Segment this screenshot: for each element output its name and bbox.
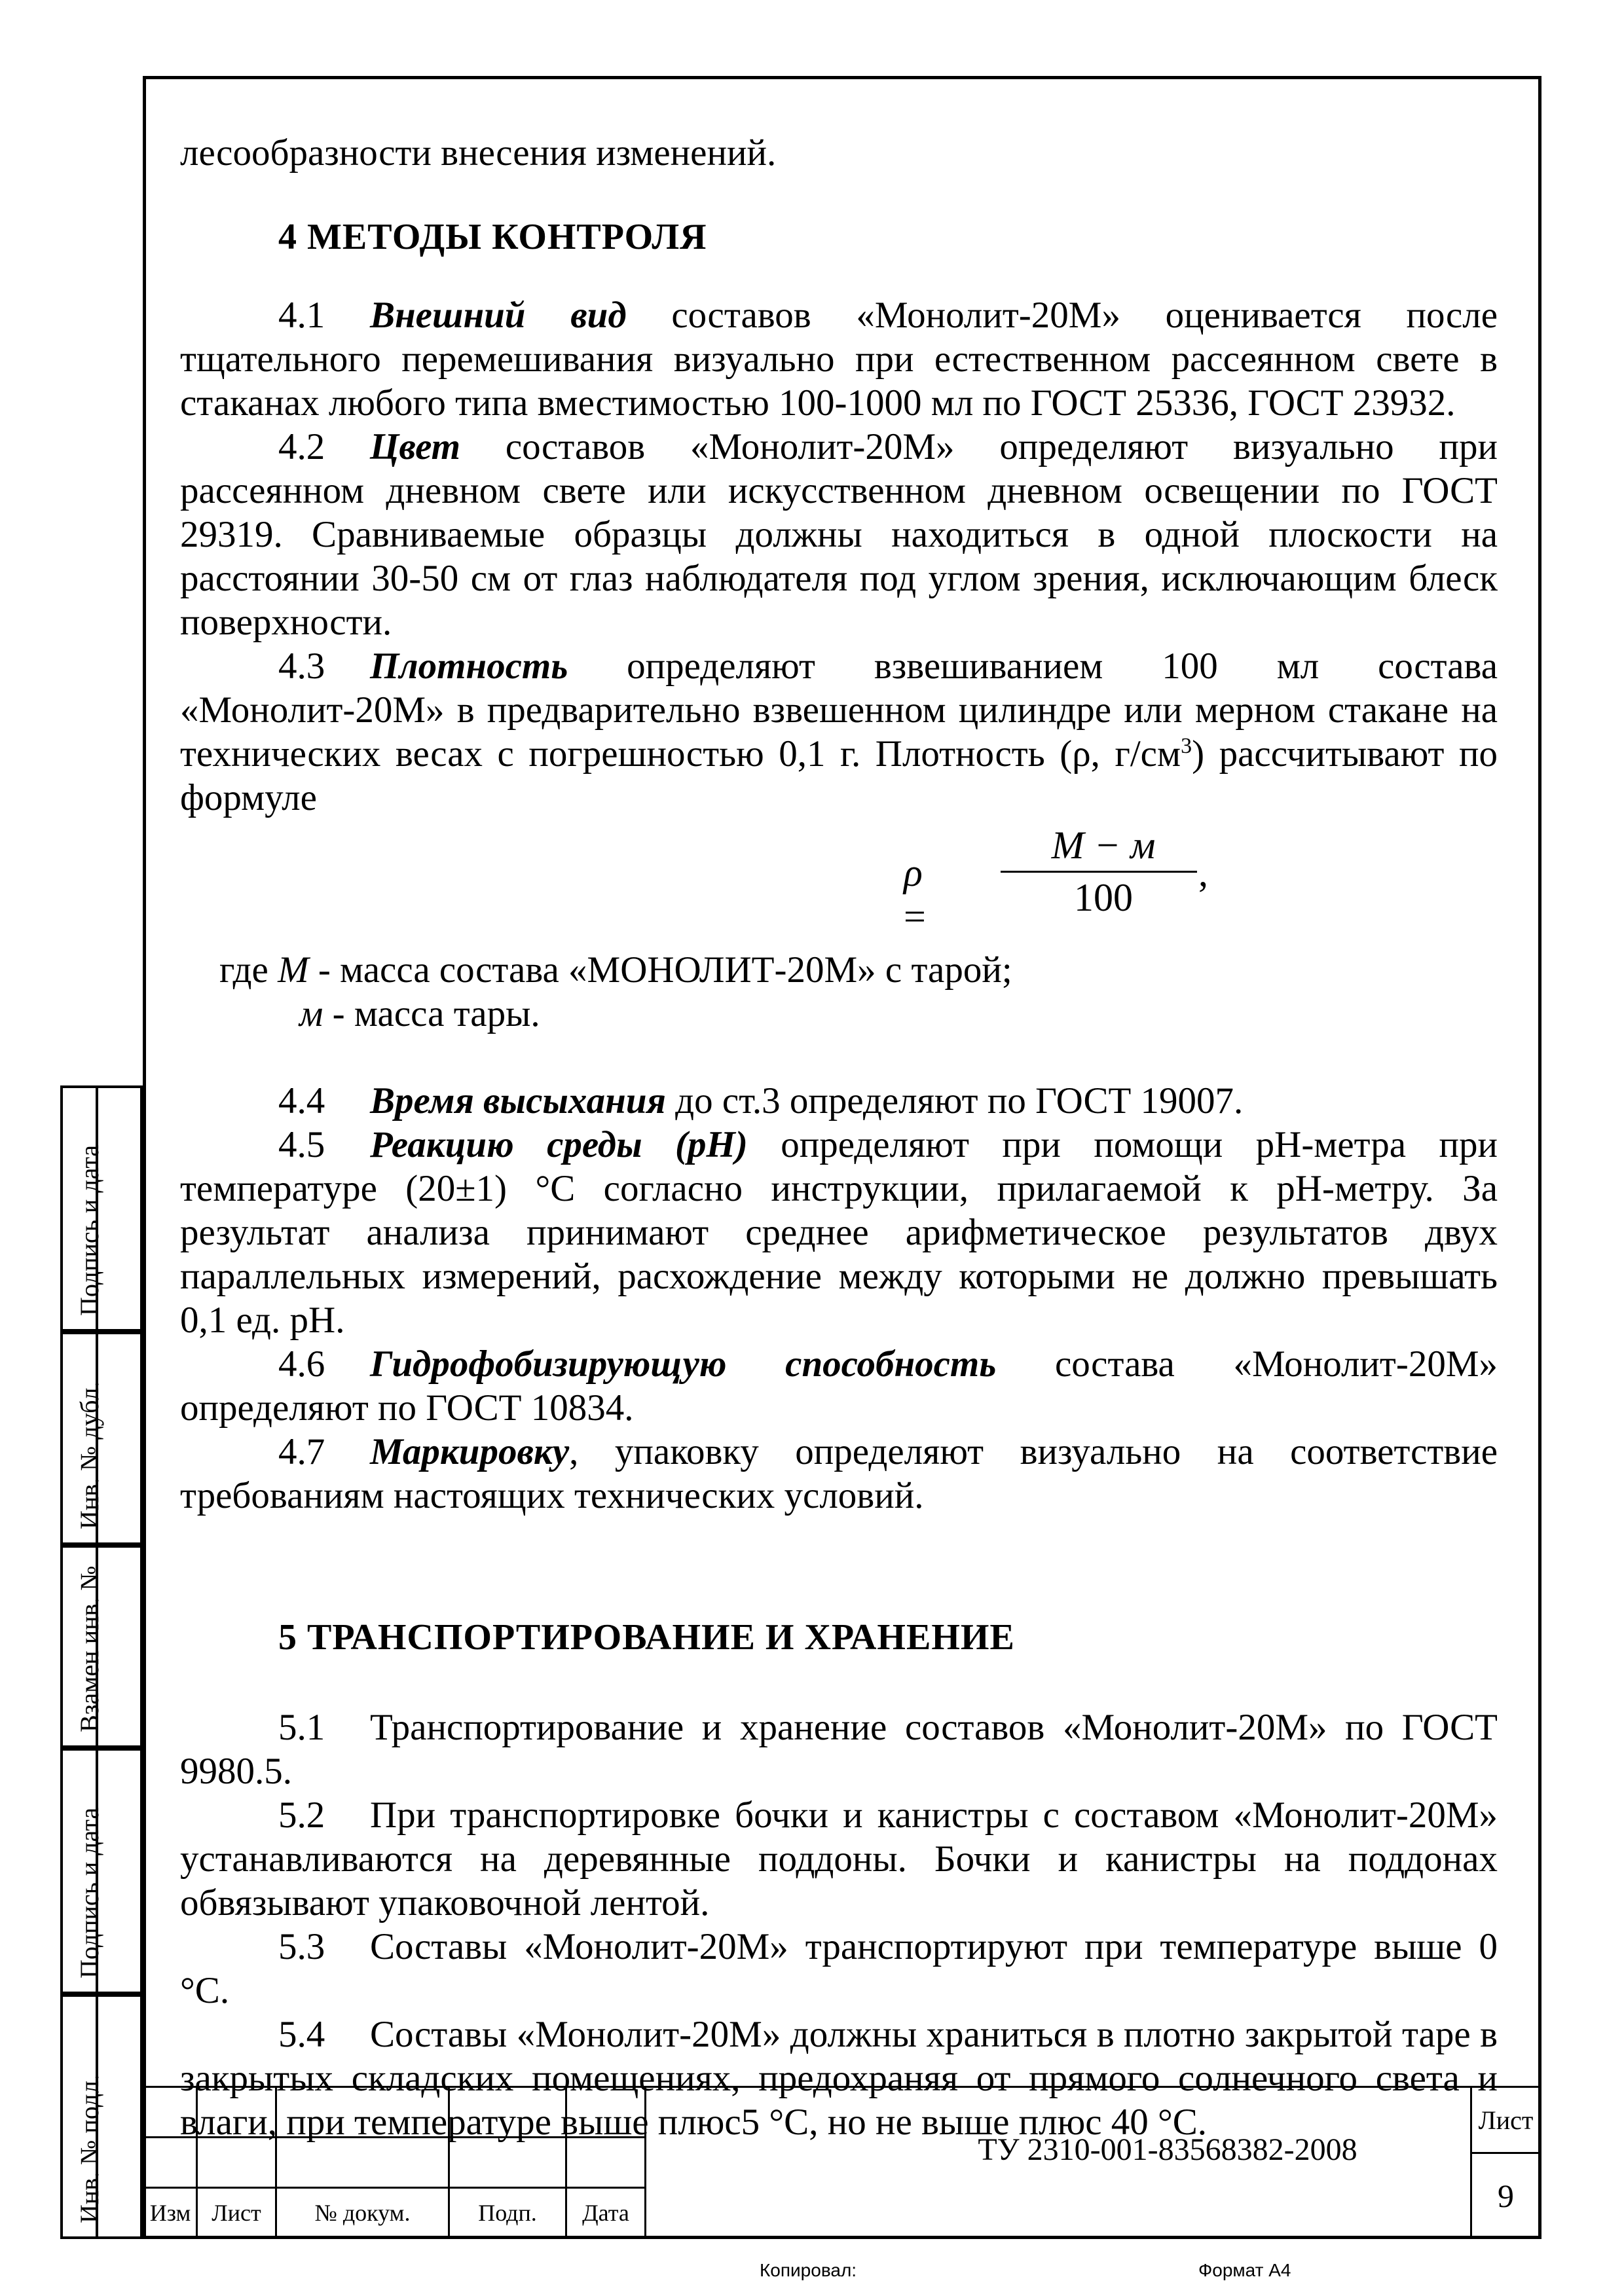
where-line-1: где М - масса состава «МОНОЛИТ-20М» с тарой;: [219, 949, 1012, 991]
continuation-text: лесообразности внесения изменений.: [180, 132, 777, 173]
side-box-signature-date-2: Подпись и дата: [60, 1748, 143, 1994]
col-date: Дата: [565, 2187, 646, 2239]
clause-4-4: 4.4 Время высыхания до ст.3 определяют по ГОСТ 19007.: [278, 1080, 1244, 1121]
col-sign: Подп.: [448, 2187, 567, 2239]
clause-5-4: 5.4 Составы «Монолит-20М» должны храниться в плотно закрытой таре в закрытых складских помещениях, предохраняя от прямого солнечного света и влаги, при температуре выше плюс5 °С, но не выше плюс 40 °С.: [180, 2014, 1498, 2143]
side-box-replace-inv: Взамен инв. №: [60, 1545, 143, 1748]
footer-format: Формат А4: [1198, 2260, 1291, 2280]
section-4-heading: 4 МЕТОДЫ КОНТРОЛЯ: [278, 217, 707, 257]
sheet-label: Лист: [1470, 2086, 1541, 2154]
clause-4-2: 4.2 Цвет составов «Монолит-20М» определяют визуально при рассеянном дневном свете или искусственном дневном освещении по ГОСТ 29319. Сравниваемые образцы должны находиться в одной плоскости на расстоянии 30-50 см от глаз наблюдателя под углом зрения, исключающим блеск поверхности.: [180, 426, 1498, 643]
col-list: Лист: [196, 2187, 277, 2239]
title-block: [143, 2086, 1541, 2239]
clause-5-2: 5.2 При транспортировке бочки и канистры с составом «Монолит-20М» устанавливаются на деревянные поддоны. Бочки и канистры на поддонах обвязывают упаковочной лентой.: [180, 1795, 1498, 1923]
where-line-2: м - масса тары.: [299, 993, 540, 1034]
density-formula: [180, 824, 1498, 938]
footer-copied: Копировал:: [760, 2260, 857, 2280]
clause-5-1: 5.1 Транспортирование и хранение составов «Монолит-20М» по ГОСТ 9980.5.: [180, 1707, 1498, 1792]
clause-4-1: 4.1 Внешний вид составов «Монолит-20М» оценивается после тщательного перемешивания визуально при естественном рассеянном свете в стаканах любого типа вместимостью 100-1000 мл по ГОСТ 25336, ГОСТ 23932.: [180, 295, 1498, 424]
col-izm: Изм: [143, 2187, 198, 2239]
formula-comma: ,: [1198, 851, 1208, 894]
col-doc-num: № докум.: [275, 2187, 450, 2239]
side-box-inv-orig: Инв. № подл.: [60, 1994, 143, 2239]
clause-5-3: 5.3 Составы «Монолит-20М» транспортируют при температуре выше 0 °С.: [180, 1926, 1498, 2011]
formula-numerator: М − м: [1051, 824, 1156, 867]
document-body: [180, 105, 1498, 2144]
clause-4-3: 4.3 Плотность определяют взвешиванием 100 мл состава «Монолит-20М» в предварительно взвешенном цилиндре или мерном стакане на технических весах с погрешностью 0,1 г. Плотность (ρ, $г/см^3$) рассчитывают по формуле: [180, 646, 1498, 818]
clause-4-6: 4.6 Гидрофобизирующую способность состава «Монолит-20М» определяют по ГОСТ 10834.: [180, 1343, 1498, 1429]
side-box-signature-date-1: Подпись и дата: [60, 1085, 143, 1332]
formula-rho: ρ =: [904, 851, 926, 938]
document-code: ТУ 2310-001-83568382-2008: [978, 2132, 1357, 2167]
sheet-number: 9: [1470, 2152, 1541, 2239]
formula-denominator: 100: [1074, 876, 1133, 919]
clause-4-5: 4.5 Реакцию среды (рН) определяют при помощи рН-метра при температуре (20±1) °С согласно инструкции, прилагаемой к рН-метру. За результат анализа принимают среднее арифметическое результатов двух параллельных измерений, расхождение между которыми не должно превышать 0,1 ед. рН.: [180, 1124, 1498, 1341]
fraction-line: [1001, 871, 1197, 873]
clause-4-7: 4.7 Маркировку, упаковку определяют визуально на соответствие требованиям настоящих технических условий.: [180, 1431, 1498, 1516]
section-5-heading: 5 ТРАНСПОРТИРОВАНИЕ И ХРАНЕНИЕ: [278, 1617, 1015, 1658]
side-box-inv-dup: Инв. № дубл.: [60, 1332, 143, 1545]
